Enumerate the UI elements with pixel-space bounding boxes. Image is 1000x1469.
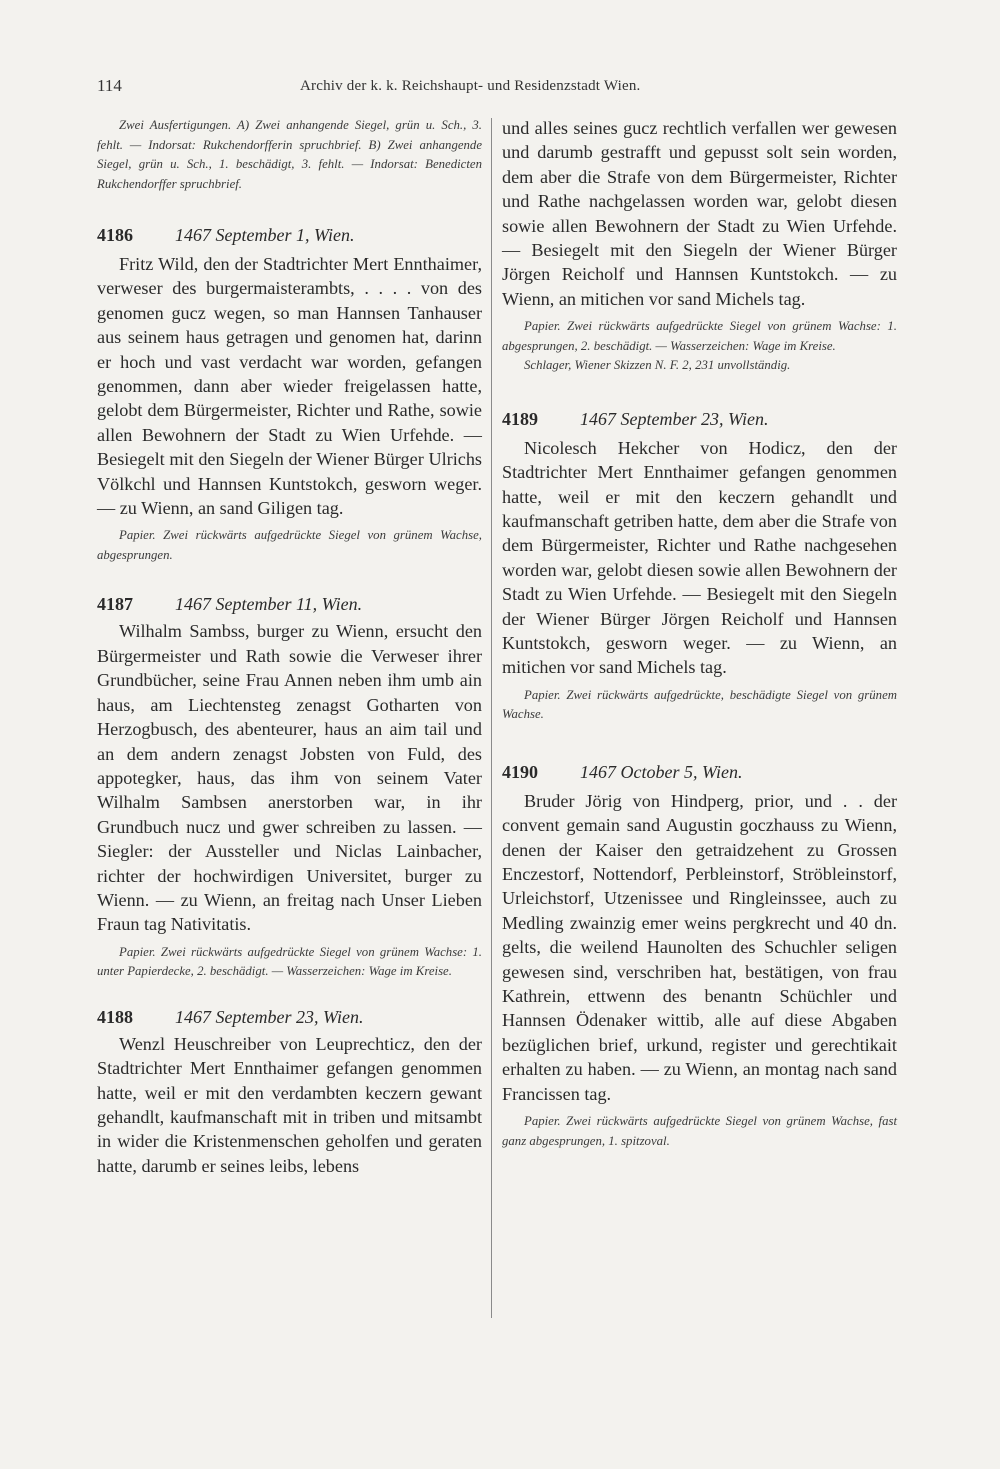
- page-number: 114: [97, 76, 122, 95]
- entry-heading: [502, 759, 897, 785]
- entry-date: 1467 September 1, Wien.: [175, 225, 355, 245]
- continued-note: Papier. Zwei rückwärts aufgedrückte Siegel von grünem Wachse: 1. abgesprungen, 2. beschädigt. — Wasserzeichen: Wage im Kreise.: [502, 319, 897, 353]
- entry-text: Nicolesch Hekcher von Hodicz, den der Stadtrichter Mert Ennthaimer gefangen genommen hatte, weil er mit den keczern gehandlt und kaufmanschaft getriben hatte, dem aber die Strafe von dem Bürgermeister, Richter und Rathe nachgesehen worden war, gelobt diesen sowie allen Bewohnern der Stadt zu Wien Urfehde. — Besiegelt mit den Siegeln der Wiener Bürger Jörgen Reicholf und Hannsen Kuntstokch, gesworn weger. — zu Wienn, an mitichen vor sand Michels tag.: [502, 437, 897, 678]
- entry-heading: [97, 591, 482, 617]
- right-column: [502, 116, 897, 1151]
- entry-number: 4189: [502, 408, 538, 429]
- running-header: [97, 76, 687, 100]
- continued-text: und alles seines gucz rechtlich verfallen wer gewesen und darumb gestrafft und gepusst solt sein worden, dem aber die Strafe von dem Bürgermeister, Richter und Rathe nachgelassen worden war, gelobt diesen sowie allen Bewohnern der Stadt zu Wien Urfehde. — Besiegelt mit den Siegeln der Wiener Bürger Jörgen Reicholf und Hannsen Kuntstokch. — zu Wienn, an mitichen vor sand Michels tag.: [502, 118, 897, 309]
- entry-date: 1467 September 11, Wien.: [175, 594, 363, 615]
- entry-heading: [97, 222, 482, 248]
- entry-number: 4188: [97, 1006, 133, 1027]
- entry-4189: [502, 406, 897, 725]
- entry-4186: [97, 222, 482, 565]
- entry-date: 1467 October 5, Wien.: [580, 761, 743, 782]
- entry-heading: [502, 406, 897, 432]
- continued-note: Zwei Ausfertigungen. A) Zwei anhangende Siegel, grün u. Sch., 3. fehlt. — Indorsat: Rukchendorfferin spruchbrief. B) Zwei anhangende Siegel, grün u. Sch., 1. beschädigt, 3. fehlt. — Indorsat: Benedicten Rukchendorffer spruchbrief.: [97, 118, 482, 191]
- literature-note: Schlager, Wiener Skizzen N. F. 2, 231 unvollständig.: [524, 358, 791, 373]
- entry-number: 4187: [97, 594, 133, 615]
- running-title: Archiv der k. k. Reichshaupt- und Residenzstadt Wien.: [300, 78, 641, 94]
- entry-number: 4186: [97, 225, 133, 245]
- entry-heading: [97, 1004, 482, 1030]
- entry-text: Fritz Wild, den der Stadtrichter Mert Ennthaimer, verweser des burgermaisterambts, . . . . von des genomen gucz wegen, so man Hannsen Tanhauser aus seinem haus getragen und genomen hat, darinn er hoch und vast verdacht war worden, gefangen genommen, dann aber wieder freigelassen hatte, gelobt dem Bürgermeister, Richter und Rathe, sowie allen Bewohnern der Stadt zu Wien Urfehde. — Besiegelt mit den Siegeln der Wiener Bürger Ulrichs Völkchl und Hannsen Kuntstokch, gesworn weger. — zu Wienn, an sand Giligen tag.: [97, 254, 482, 519]
- entry-note: Papier. Zwei rückwärts aufgedrückte Siegel von grünem Wachse, abgesprungen.: [97, 528, 482, 562]
- entry-number: 4190: [502, 761, 538, 782]
- entry-note: Papier. Zwei rückwärts aufgedrückte Siegel von grünem Wachse: 1. unter Papierdecke, 2. beschädigt. — Wasserzeichen: Wage im Kreise.: [97, 944, 482, 979]
- entry-date: 1467 September 23, Wien.: [175, 1006, 364, 1027]
- entry-4190: [502, 759, 897, 1151]
- entry-text: Wenzl Heuschreiber von Leuprechticz, den der Stadtrichter Mert Ennthaimer gefangen genommen hatte, weil er mit den verdambten keczern gewant gehandlt, kaufmanschaft mit in triben und mitsambt in wider die Kristenmenschen geholfen und geraten hatte, darumb er seines leibs, lebens: [97, 1033, 482, 1176]
- entry-date: 1467 September 23, Wien.: [580, 408, 769, 429]
- entry-4188: [97, 1004, 482, 1178]
- entry-4187: [97, 591, 482, 981]
- left-column: [97, 116, 482, 1178]
- entry-text: Bruder Jörig von Hindperg, prior, und . . der convent gemain sand Augustin goczhauss zu Wienn, denen der Kaiser den getraidzehent zu Grossen Enczestorf, Nottendorf, Perbleinstorf, Ströbleinstorf, Urleichstorf, Utzenissee und Ringleinssee, auch zu Medling zwainzig emer weins pergkrecht und 40 dn. gelts, die weilend Haunolten des Schuchler seligen gewesen sind, verschriben hat, bestätigen, von frau Kathrein, ettwenn des benantn Schüchler und Hannsen Ödenaker wittib, alle auf diese Abgaben bezüglichen brief, urkund, register und gerechtikait erhalten zu haben. — zu Wienn, an montag nach sand Francissen tag.: [502, 790, 897, 1104]
- entry-note: Papier. Zwei rückwärts aufgedrückte Siegel von grünem Wachse, fast ganz abgesprungen, 1. spitzoval.: [502, 1114, 897, 1148]
- column-divider: [491, 118, 492, 1318]
- entry-text: Wilhalm Sambss, burger zu Wienn, ersucht den Bürgermeister und Rath sowie die Verweser ihrer Grundbücher, seine Frau Annen neben ihm umb ain haus, am Liechtensteg zenagst Gotharten von Herzogbusch, des abenteurer, haus an aim tail und an dem andern zenagst Jobsten von Fuld, des appotegker, haus, das ihm von seinem Vater Wilhalm Sambsen anerstorben war, in ihr Grundbuch nucz und gwer schreiben zu lassen. — Siegler: der Aussteller und Niclas Lainbacher, richter der hochwirdigen Universitet, burger zu Wienn. — zu Wienn, an freitag nach Unser Lieben Fraun tag Nativitatis.: [97, 621, 482, 935]
- entry-note: Papier. Zwei rückwärts aufgedrückte, beschädigte Siegel von grünem Wachse.: [502, 687, 897, 722]
